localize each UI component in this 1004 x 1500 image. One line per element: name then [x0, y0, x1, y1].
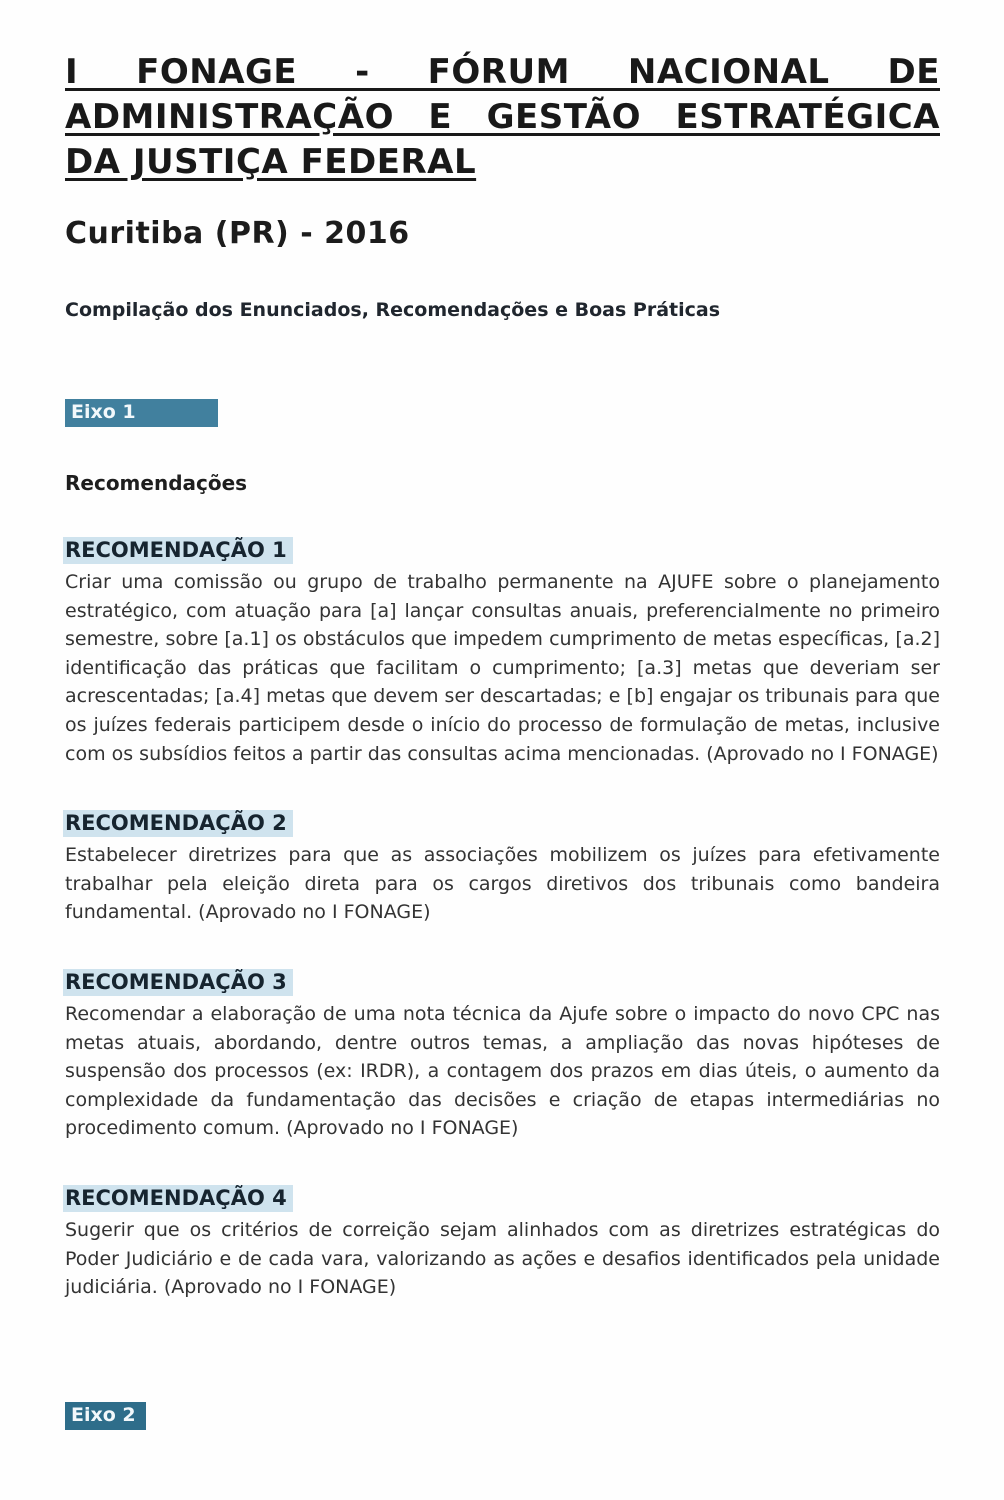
recommendation-4-body: Sugerir que os critérios de correição sejam alinhados com as diretrizes estratégicas do Poder Judiciário e de cada vara, valorizando as ações e desafios identificados pela unidade judiciária. (Aprovado no I FONAGE) [65, 1218, 940, 1299]
document-title-line-1: I FONAGE - FÓRUM NACIONAL DE [65, 52, 940, 92]
recommendation-2-heading: RECOMENDAÇÃO 2 [63, 810, 293, 837]
eixo-2-section-label: Eixo 2 [65, 1402, 146, 1430]
document-title [65, 50, 940, 185]
recommendation-3-block [65, 969, 940, 1143]
document-subtitle: Curitiba (PR) - 2016 [65, 216, 410, 251]
recommendation-1-heading: RECOMENDAÇÃO 1 [63, 537, 293, 564]
recommendation-4-heading: RECOMENDAÇÃO 4 [63, 1185, 293, 1212]
recommendation-1-block [65, 537, 940, 768]
document-title-line-2: ADMINISTRAÇÃO E GESTÃO ESTRATÉGICA [65, 97, 940, 137]
document-tagline: Compilação dos Enunciados, Recomendações e Boas Práticas [65, 299, 720, 321]
recommendation-3-body: Recomendar a elaboração de uma nota técnica da Ajufe sobre o impacto do novo CPC nas metas atuais, abordando, dentre outros temas, a ampliação das novas hipóteses de suspensão dos processos (ex: IRDR), a contagem dos prazos em dias úteis, o aumento da complexidade da fundamentação das decisões e criação de etapas intermediárias no procedimento comum. (Aprovado no I FONAGE) [65, 1002, 940, 1140]
recommendation-2-body: Estabelecer diretrizes para que as associações mobilizem os juízes para efetivamente trabalhar pela eleição direta para os cargos diretivos dos tribunais como bandeira fundamental. (Aprovado no I FONAGE) [65, 844, 940, 924]
recommendation-1-body: Criar uma comissão ou grupo de trabalho permanente na AJUFE sobre o planejamento estratégico, com atuação para [a] lançar consultas anuais, preferencialmente no primeiro semestre, sobre [a.1] os obstáculos que impedem cumprimento de metas específicas, [a.2] identificação das práticas que facilitam o cumprimento; [a.3] metas que deveriam ser acrescentadas; [a.4] metas que devem ser descartadas; e [b] engajar os tribunais para que os juízes federais participem desde o início do processo de formulação de metas, inclusive com os subsídios feitos a partir das consultas acima mencionadas. (Aprovado no I FONAGE) [65, 571, 940, 765]
recommendation-2-block [65, 810, 940, 927]
document-title-line-3: DA JUSTIÇA FEDERAL [65, 142, 477, 182]
recommendations-section-heading: Recomendações [65, 471, 248, 495]
recommendation-4-block [65, 1185, 940, 1302]
recommendation-3-heading: RECOMENDAÇÃO 3 [63, 969, 293, 996]
eixo-1-section-label: Eixo 1 [65, 399, 218, 427]
